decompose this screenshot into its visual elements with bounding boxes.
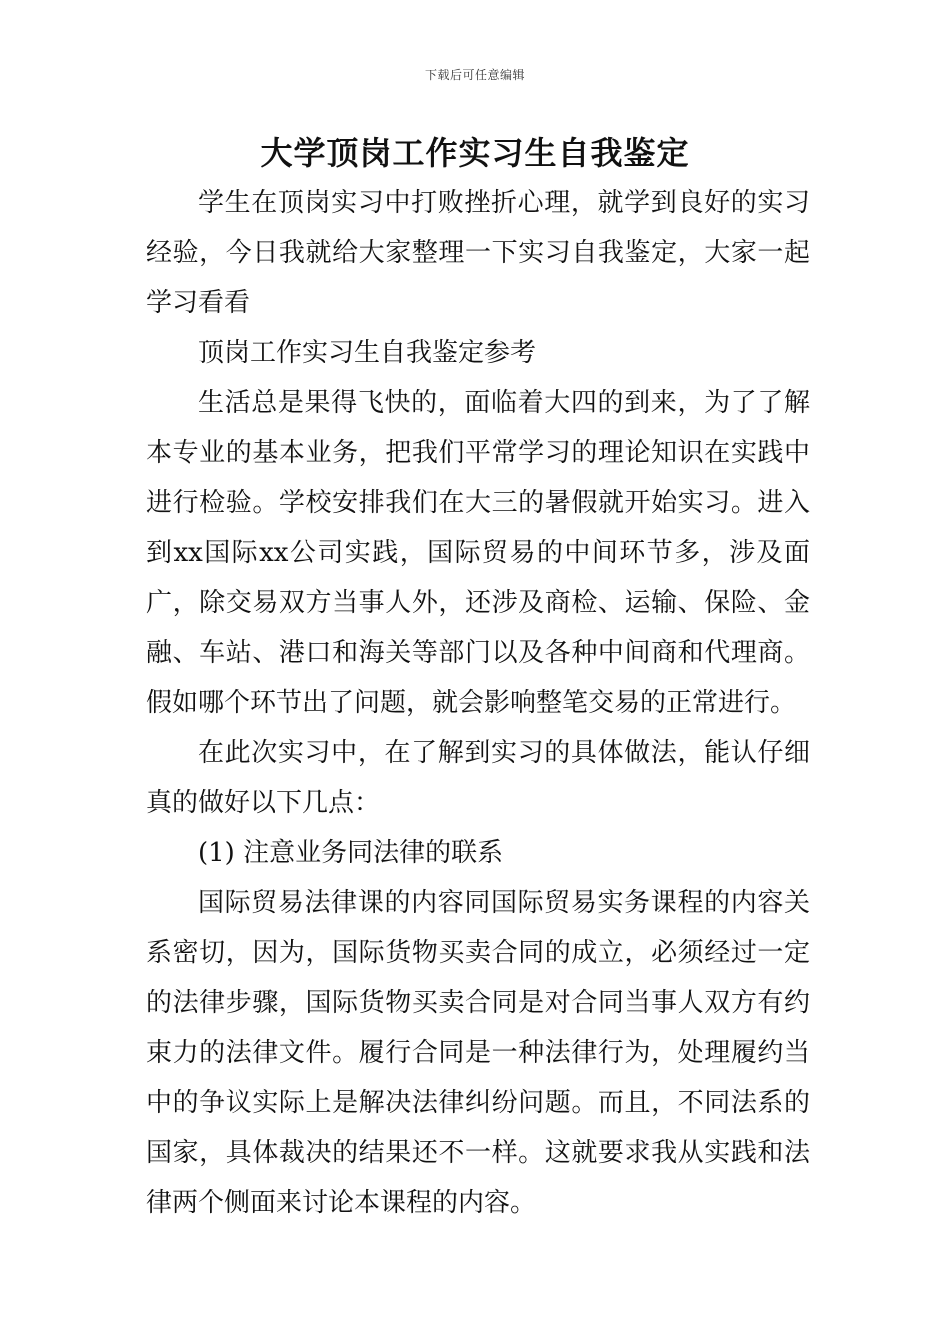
- document-title: 大学顶岗工作实习生自我鉴定: [260, 134, 690, 172]
- paragraph-points-intro: 在此次实习中，在了解到实习的具体做法，能认仔细真的做好以下几点：: [146, 738, 810, 818]
- header-note: 下载后可任意编辑: [424, 68, 525, 82]
- document-body: [146, 178, 810, 1228]
- paragraph-background: 生活总是果得飞快的，面临着大四的到来，为了了解本专业的基本业务，把我们平常学习的理论知识在实践中进行检验。学校安排我们在大三的暑假就开始实习。进入到xx国际xx公司实践，国际贸易的中间环节多，涉及面广，除交易双方当事人外，还涉及商检、运输、保险、金融、车站、港口和海关等部门以及各种中间商和代理商。假如哪个环节出了问题，就会影响整笔交易的正常进行。: [146, 388, 810, 718]
- paragraph-point-1-body: 国际贸易法律课的内容同国际贸易实务课程的内容关系密切，因为，国际货物买卖合同的成立，必须经过一定的法律步骤，国际货物买卖合同是对合同当事人双方有约束力的法律文件。履行合同是一种法律行为，处理履约当中的争议实际上是解决法律纠纷问题。而且，不同法系的国家，具体裁决的结果还不一样。这就要求我从实践和法律两个侧面来讨论本课程的内容。: [146, 888, 810, 1218]
- paragraph-point-1-heading: (1) 注意业务同法律的联系: [198, 838, 504, 868]
- paragraph-subtitle: 顶岗工作实习生自我鉴定参考: [198, 338, 537, 368]
- paragraph-intro: 学生在顶岗实习中打败挫折心理，就学到良好的实习经验，今日我就给大家整理一下实习自我鉴定，大家一起学习看看: [146, 188, 810, 318]
